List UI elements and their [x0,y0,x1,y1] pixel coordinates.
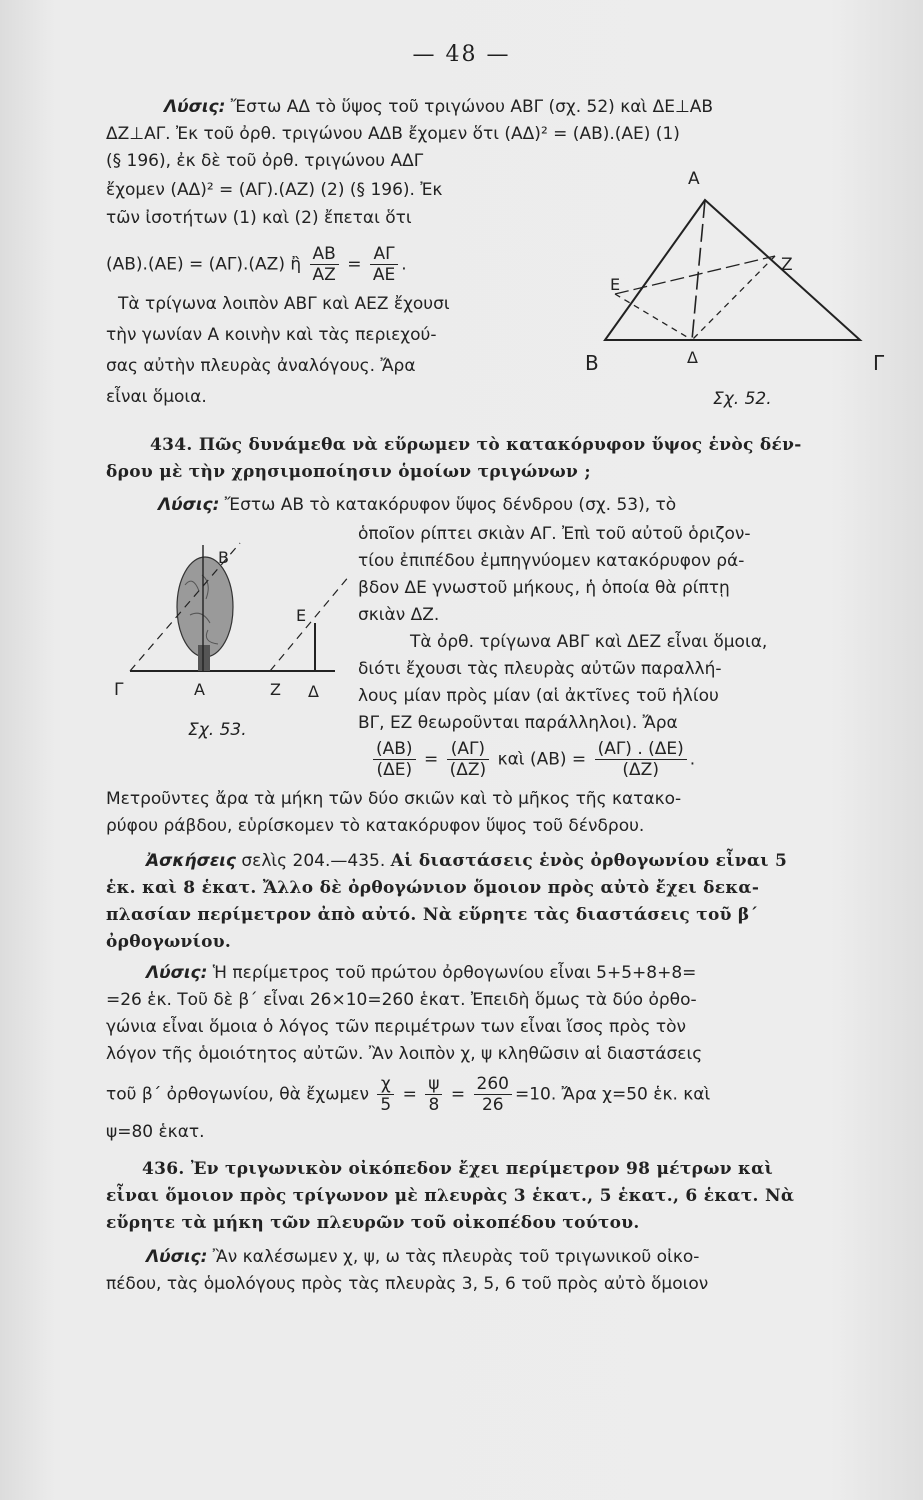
text-line: λόγον τῆς ὁμοιότητος αὐτῶν. Ἂν λοιπὸν χ, ψ κληθῶσιν αἱ διαστάσεις [106,1044,703,1064]
tree-trunk [198,645,210,671]
text-line: εἶναι ὅμοιον πρὸς τρίγωνον μὲ πλευρὰς 3 ἑκατ., 5 ἑκατ., 6 ἑκατ. Νὰ [106,1186,795,1206]
text-line: ἔχομεν (ΑΔ)² = (ΑΓ).(ΑΖ) (2) (§ 196). Ἐκ [106,180,443,200]
text-line: Μετροῦντες ἄρα τὰ μήκη τῶν δύο σκιῶν καὶ τὸ μῆκος τῆς κατακο- [106,789,682,809]
figure-caption: Σχ. 53. [188,720,247,740]
vertex-label-g: Γ [873,351,885,375]
text-line: δρου μὲ τὴν χρησιμοποίησιν ὁμοίων τριγώνων ; [106,462,591,482]
solution-label: Λύσις: [158,495,220,515]
solution-433-left [106,148,576,411]
solution-label: Λύσις: [146,1247,208,1267]
equals-sign: = [347,254,362,275]
text-line: τῶν ἰσοτήτων (1) καὶ (2) ἔπεται ὅτι [106,208,412,228]
text-line: βδον ΔΕ γνωστοῦ μήκους, ἡ ὁποία θὰ ρίπτῃ [358,578,730,598]
figure-caption: Σχ. 52. [713,389,772,409]
altitude-ad [692,200,705,340]
label-e: Ε [296,606,307,625]
segment-dz [692,256,775,340]
fraction: $\frac{(A\Gamma) . (\Delta E)}{(\Delta Z)}$ [595,739,687,780]
figure-53 [110,535,355,745]
fraction: $\frac{\psi}{8}$ [425,1074,442,1115]
text-line: ΔΖ⊥ΑΓ. Ἐκ τοῦ ὀρθ. τριγώνου ΑΔΒ ἔχομεν ὅτι (ΑΔ)² = (ΑΒ).(ΑΕ) (1) [106,124,680,144]
equation-left: (ΑΒ).(ΑΕ) = (ΑΓ).(ΑΖ) ἢ [106,254,302,275]
text-line: εὕρητε τὰ μήκη τῶν πλευρῶν τοῦ οἰκοπέδου τούτου. [106,1213,640,1233]
equals-sign: = [402,1084,417,1105]
solution-436 [106,1244,896,1298]
vertex-label-e: Ε [610,275,621,294]
solution-435 [106,960,896,1146]
text-line: ρύφου ράβδου, εὑρίσκομεν τὸ κατακόρυφον ὕψος τοῦ δένδρου. [106,816,645,836]
equation-line [106,1074,896,1115]
fraction: $\frac{A\Gamma}{AE}$ [370,244,398,285]
sun-ray-ez [270,575,350,671]
fraction: $\frac{AB}{AZ}$ [310,244,339,285]
text-line: ὀρθογωνίου. [106,932,232,952]
solution-434-top [106,492,896,519]
fraction: $\frac{(A\Gamma)}{(\Delta Z)}$ [447,739,490,780]
page-number: — 48 — [412,42,511,67]
text-line: σας αὐτὴν πλευρὰς ἀναλόγους. Ἄρα [106,356,416,376]
equation-line [106,244,576,285]
period: . [689,749,696,770]
text-line: λους μίαν πρὸς μίαν (αἱ ἀκτῖνες τοῦ ἡλίου [358,686,719,706]
equation-line [358,739,898,780]
equals-sign: = [423,749,439,770]
exercise-ref: σελὶς 204.—435. [241,851,386,871]
text-line: Ἔστω ΑΔ τὸ ὕψος τοῦ τριγώνου ΑΒΓ (σχ. 52) καὶ ΔΕ⊥ΑΒ [230,97,714,117]
period: . [401,254,407,275]
text-line: εἶναι ὅμοια. [106,387,207,407]
triangle-abg [605,200,860,340]
vertex-label-a: Α [688,169,700,189]
solution-label: Λύσις: [164,97,226,117]
text-line: ὁποῖον ρίπτει σκιὰν ΑΓ. Ἐπὶ τοῦ αὐτοῦ ὁριζον- [358,524,751,544]
text-line: τοῦ β΄ ὀρθογωνίου, θὰ ἔχωμεν [106,1084,369,1105]
tree-shadow-diagram [110,535,355,745]
solution-434-right [358,521,898,780]
vertex-label-d: Δ [687,348,698,367]
label-b: Β [218,548,229,567]
text-line: πλασίαν περίμετρον ἀπὸ αὐτό. Νὰ εὕρητε τὰς διαστάσεις τοῦ β΄ [106,905,759,925]
segment-de [615,294,692,340]
exercises-label: Ἀσκήσεις [146,851,236,871]
label-g: Γ [114,680,124,700]
text-line: Αἱ διαστάσεις ἑνὸς ὀρθογωνίου εἶναι 5 [390,851,788,871]
text-line: Ἡ περίμετρος τοῦ πρώτου ὀρθογωνίου εἶναι 5+5+8+8= [212,963,697,983]
text-line: τίου ἐπιπέδου ἐμπηγνύομεν κατακόρυφον ρά- [358,551,745,571]
text-line: Τὰ τρίγωνα λοιπὸν ΑΒΓ καὶ ΑΕΖ ἔχουσι [118,294,450,314]
text-line: Ἐν τριγωνικὸν οἰκόπεδον ἔχει περίμετρον 98 μέτρων καὶ [190,1159,773,1179]
text-line: τὴν γωνίαν Α κοινὴν καὶ τὰς περιεχού- [106,325,437,345]
equation-text: καὶ (ΑΒ) = [497,749,587,770]
vertex-label-b: Β [585,351,599,375]
text-line: σκιὰν ΔΖ. [358,605,440,625]
figure-52 [585,160,905,420]
text-line: γώνια εἶναι ὅμοια ὁ λόγος τῶν περιμέτρων των εἶναι ἴσος πρὸς τὸν [106,1017,686,1037]
label-d: Δ [308,682,319,701]
problem-number: 436. [142,1159,185,1179]
vertex-label-z: Ζ [781,255,793,275]
text-line: ψ=80 ἑκατ. [106,1122,205,1142]
label-z: Ζ [270,680,281,699]
solution-label: Λύσις: [146,963,208,983]
exercise-435 [106,848,896,956]
text-line: Ἂν καλέσωμεν χ, ψ, ω τὰς πλευρὰς τοῦ τριγωνικοῦ οἰκο- [212,1247,700,1267]
fraction: $\frac{\chi}{5}$ [377,1074,394,1115]
triangle-diagram [585,160,905,420]
text-line: διότι ἔχουσι τὰς πλευρὰς αὐτῶν παραλλή- [358,659,722,679]
equals-sign: = [450,1084,466,1105]
label-a: Α [194,680,205,699]
text-line: Ἔστω ΑΒ τὸ κατακόρυφον ὕψος δένδρου (σχ. 53), τὸ [224,495,677,515]
problem-number: 434. [150,435,193,455]
text-line: ἑκ. καὶ 8 ἑκατ. Ἄλλο δὲ ὀρθογώνιον ὅμοιον πρὸς αὐτὸ ἔχει δεκα- [106,878,760,898]
text-line: Πῶς δυνάμεθα νὰ εὕρωμεν τὸ κατακόρυφον ὕψος ἑνὸς δέν- [198,435,802,455]
text-line: =26 ἑκ. Τοῦ δὲ β΄ εἶναι 26×10=260 ἑκατ. Ἐπειδὴ ὅμως τὰ δύο ὀρθο- [106,990,697,1010]
segment-ez [615,256,775,294]
fraction: $\frac{260}{26}$ [474,1074,512,1115]
text-line: πέδου, τὰς ὁμολόγους πρὸς τὰς πλευρὰς 3, 5, 6 τοῦ πρὸς αὐτὸ ὅμοιον [106,1274,709,1294]
text-line: Τὰ ὀρθ. τρίγωνα ΑΒΓ καὶ ΔΕΖ εἶναι ὅμοια, [410,632,768,652]
problem-434 [106,432,896,486]
solution-434-bottom [106,786,896,840]
text-line: ΒΓ, ΕΖ θεωροῦνται παράλληλοι). Ἄρα [358,713,678,733]
solution-433-top [106,94,896,148]
text-line: (§ 196), ἐκ δὲ τοῦ ὀρθ. τριγώνου ΑΔΓ [106,151,424,171]
problem-436 [106,1156,896,1237]
fraction: $\frac{(AB)}{(\Delta E)}$ [373,739,416,780]
text-line: =10. Ἄρα χ=50 ἑκ. καὶ [515,1084,711,1105]
